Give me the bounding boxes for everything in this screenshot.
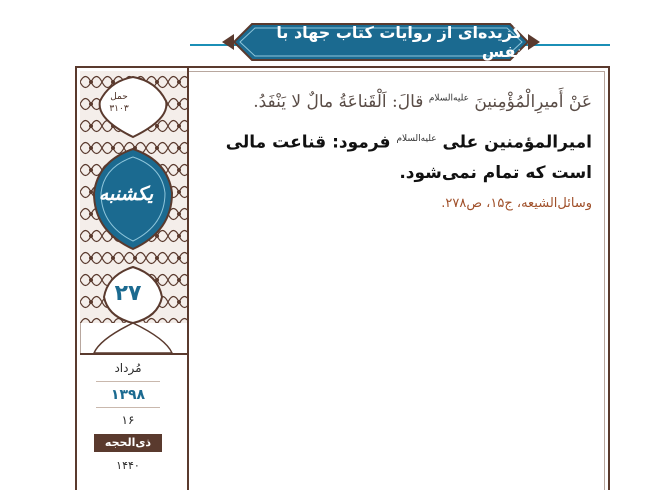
salutation-glyph: علیه‌السلام xyxy=(428,93,469,104)
day-number: ۲۷ xyxy=(114,281,142,306)
lunar-day: ۱۶ xyxy=(121,413,135,427)
sidebar-rule xyxy=(96,381,160,382)
lunar-year: ۱۴۴۰ xyxy=(116,459,140,472)
hijri-top-month: حمل xyxy=(110,92,128,102)
weekday-label: یکشنبه xyxy=(98,183,154,205)
arabic-hadith xyxy=(200,92,592,112)
hijri-top-year: ۳۱۰۳ xyxy=(109,104,129,114)
lunar-month: ذی‌الحجه xyxy=(94,434,162,452)
header-title: گزیده‌ای از روایات کتاب جهاد با نفس xyxy=(276,23,522,61)
persian-translation-part2: فرمود: قناعت مالی است که تمام نمی‌شود. xyxy=(225,132,592,183)
solar-year: ۱۳۹۸ xyxy=(110,387,146,403)
persian-translation-part1: امیرالمؤمنین علی xyxy=(442,132,592,153)
salutation-glyph: علیه‌السلام xyxy=(396,134,437,144)
arabic-hadith-part2: قالَ: اَلْقَناعَةُ مالٌ لا یَنْفَدُ. xyxy=(253,92,424,112)
arabic-hadith-part1: عَنْ أَمیرِالْمُؤْمِنینَ xyxy=(474,92,592,112)
solar-month: مُرداد xyxy=(114,361,142,375)
persian-translation xyxy=(200,124,592,188)
sidebar-rule xyxy=(96,407,160,408)
source-citation: وسائل‌الشیعه، ج۱۵، ص۲۷۸. xyxy=(441,196,592,211)
sidebar-divider xyxy=(187,66,189,490)
